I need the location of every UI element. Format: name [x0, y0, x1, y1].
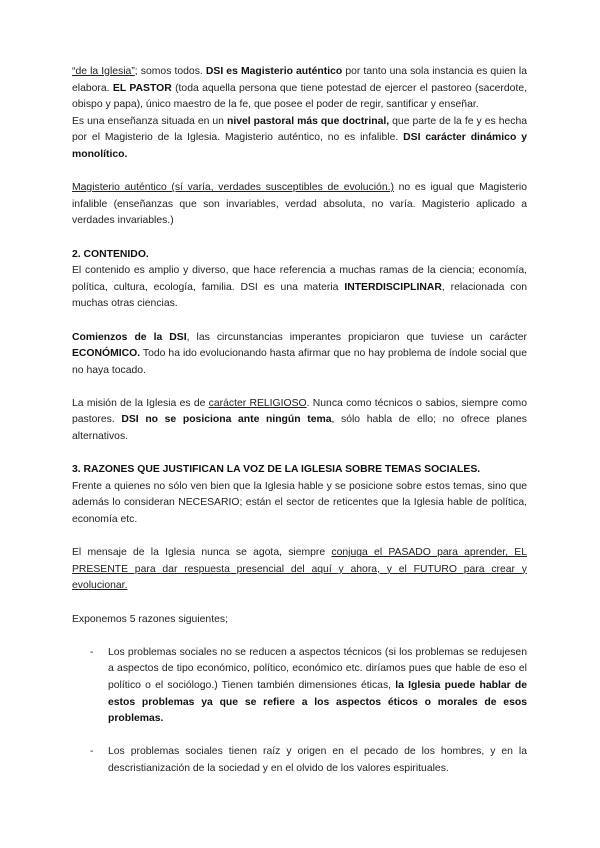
bold-text: ECONÓMICO. — [72, 348, 141, 360]
bullet-dash: - — [90, 646, 94, 658]
paragraph-magisterio-autentico — [72, 64, 527, 114]
text-run: , las circunstancias imperantes propiciaron que tuviese un carácter — [186, 331, 527, 343]
underlined-text: “de la Iglesia” — [72, 66, 135, 77]
bold-text: DSI es Magisterio auténtico — [205, 66, 343, 77]
paragraph-mensaje — [72, 545, 527, 595]
paragraph-exponemos: Exponemos 5 razones siguientes; — [72, 613, 228, 625]
text-run: (toda aquella persona que tiene potestad de ejercer el pastoreo (sacerdote, obispo y papa), único maestro de la fe, que posee el poder de regir, santificar y enseñar. — [72, 82, 527, 111]
bold-text: nivel pastoral más que doctrinal, — [226, 115, 390, 127]
paragraph-nivel-pastoral — [72, 114, 527, 164]
bold-text: EL PASTOR — [112, 82, 172, 94]
text-run: El mensaje de la Iglesia nunca se agota, siempre — [72, 547, 332, 559]
text-run: , sólo habla de ello; no ofrece planes alternativos. — [72, 414, 527, 443]
text-run: Todo ha ido evolucionando hasta afirmar que no hay problema de índole social que no haya tocado. — [72, 348, 527, 376]
underlined-text: Magisterio auténtico (sí varía, verdades susceptibles de evolución.) — [72, 182, 394, 194]
text-run: . Nunca como técnicos o sabios, siempre como pastores. — [72, 397, 527, 426]
underlined-text: carácter RELIGIOSO — [208, 397, 307, 409]
text-run: El contenido es amplio y diverso, que hace referencia a muchas ramas de la ciencia; economía, política, cultura, ecología, familia. DSI es una materia — [72, 265, 527, 293]
paragraph-mision — [72, 396, 527, 446]
text-run: , relacionada con muchas otras ciencias. — [72, 281, 528, 310]
text-run: La misión de la Iglesia es de — [72, 397, 209, 409]
reasons-list — [72, 645, 527, 778]
text-run: que parte de la fe y es hecha por el Magisterio de la Iglesia. Magisterio auténtico, no es infalible. — [72, 115, 528, 144]
text-run: por tanto una sola instancia es quien la elabora. — [72, 66, 528, 94]
document-page — [72, 64, 527, 778]
text-run: Es una enseñanza situada en un — [72, 115, 227, 127]
underlined-text: conjuga el PASADO para aprender, EL PRESENTE para dar respuesta presencial del aquí y ahora, y el FUTURO para crear y evolucionar. — [72, 547, 527, 592]
bold-text: la Iglesia puede hablar de estos problemas ya que se refiere a los aspectos éticos o morales de esos problemas. — [108, 679, 527, 725]
bold-text: INTERDISCIPLINAR — [344, 281, 442, 293]
text-run: no es igual que Magisterio infalible (enseñanzas que son invariables, verdad absoluta, no varía. Magisterio aplicado a verdades invariables.) — [72, 182, 528, 227]
bold-text: Comienzos de la DSI — [72, 331, 187, 343]
paragraph-comienzos — [72, 330, 527, 380]
section-heading-razones: 3. RAZONES QUE JUSTIFICAN LA VOZ DE LA IGLESIA SOBRE TEMAS SOCIALES. — [72, 464, 481, 476]
text-run: Los problemas sociales tienen raíz y origen en el pecado de los hombres, y en la descristianización de la sociedad y en el olvido de los valores espirituales. — [108, 746, 527, 774]
list-item — [72, 645, 527, 728]
paragraph-contenido — [72, 263, 527, 313]
list-item — [72, 744, 527, 777]
bold-text: DSI carácter dinámico y monolítico. — [72, 132, 527, 160]
bullet-dash: - — [90, 746, 94, 758]
text-run: Los problemas sociales no se reducen a aspectos técnicos (si los problemas se redujesen a aspectos de tipo económico, político, económico etc. diríamos pues que hable de eso el político o el sociólogo.) Tienen también dimensiones éticas, — [108, 646, 527, 691]
text-run: ; somos todos. — [134, 66, 206, 77]
paragraph-frente-a-quienes: Frente a quienes no sólo ven bien que la Iglesia hable y se posicione sobre estos temas, sino que además lo consideran NECESARIO; están el sector de reticentes que la Iglesia hable de política, economía etc. — [72, 480, 527, 526]
paragraph-magisterio-infalible — [72, 180, 527, 230]
section-heading-contenido: 2. CONTENIDO. — [72, 248, 149, 260]
bold-text: DSI no se posiciona ante ningún tema — [121, 414, 332, 426]
